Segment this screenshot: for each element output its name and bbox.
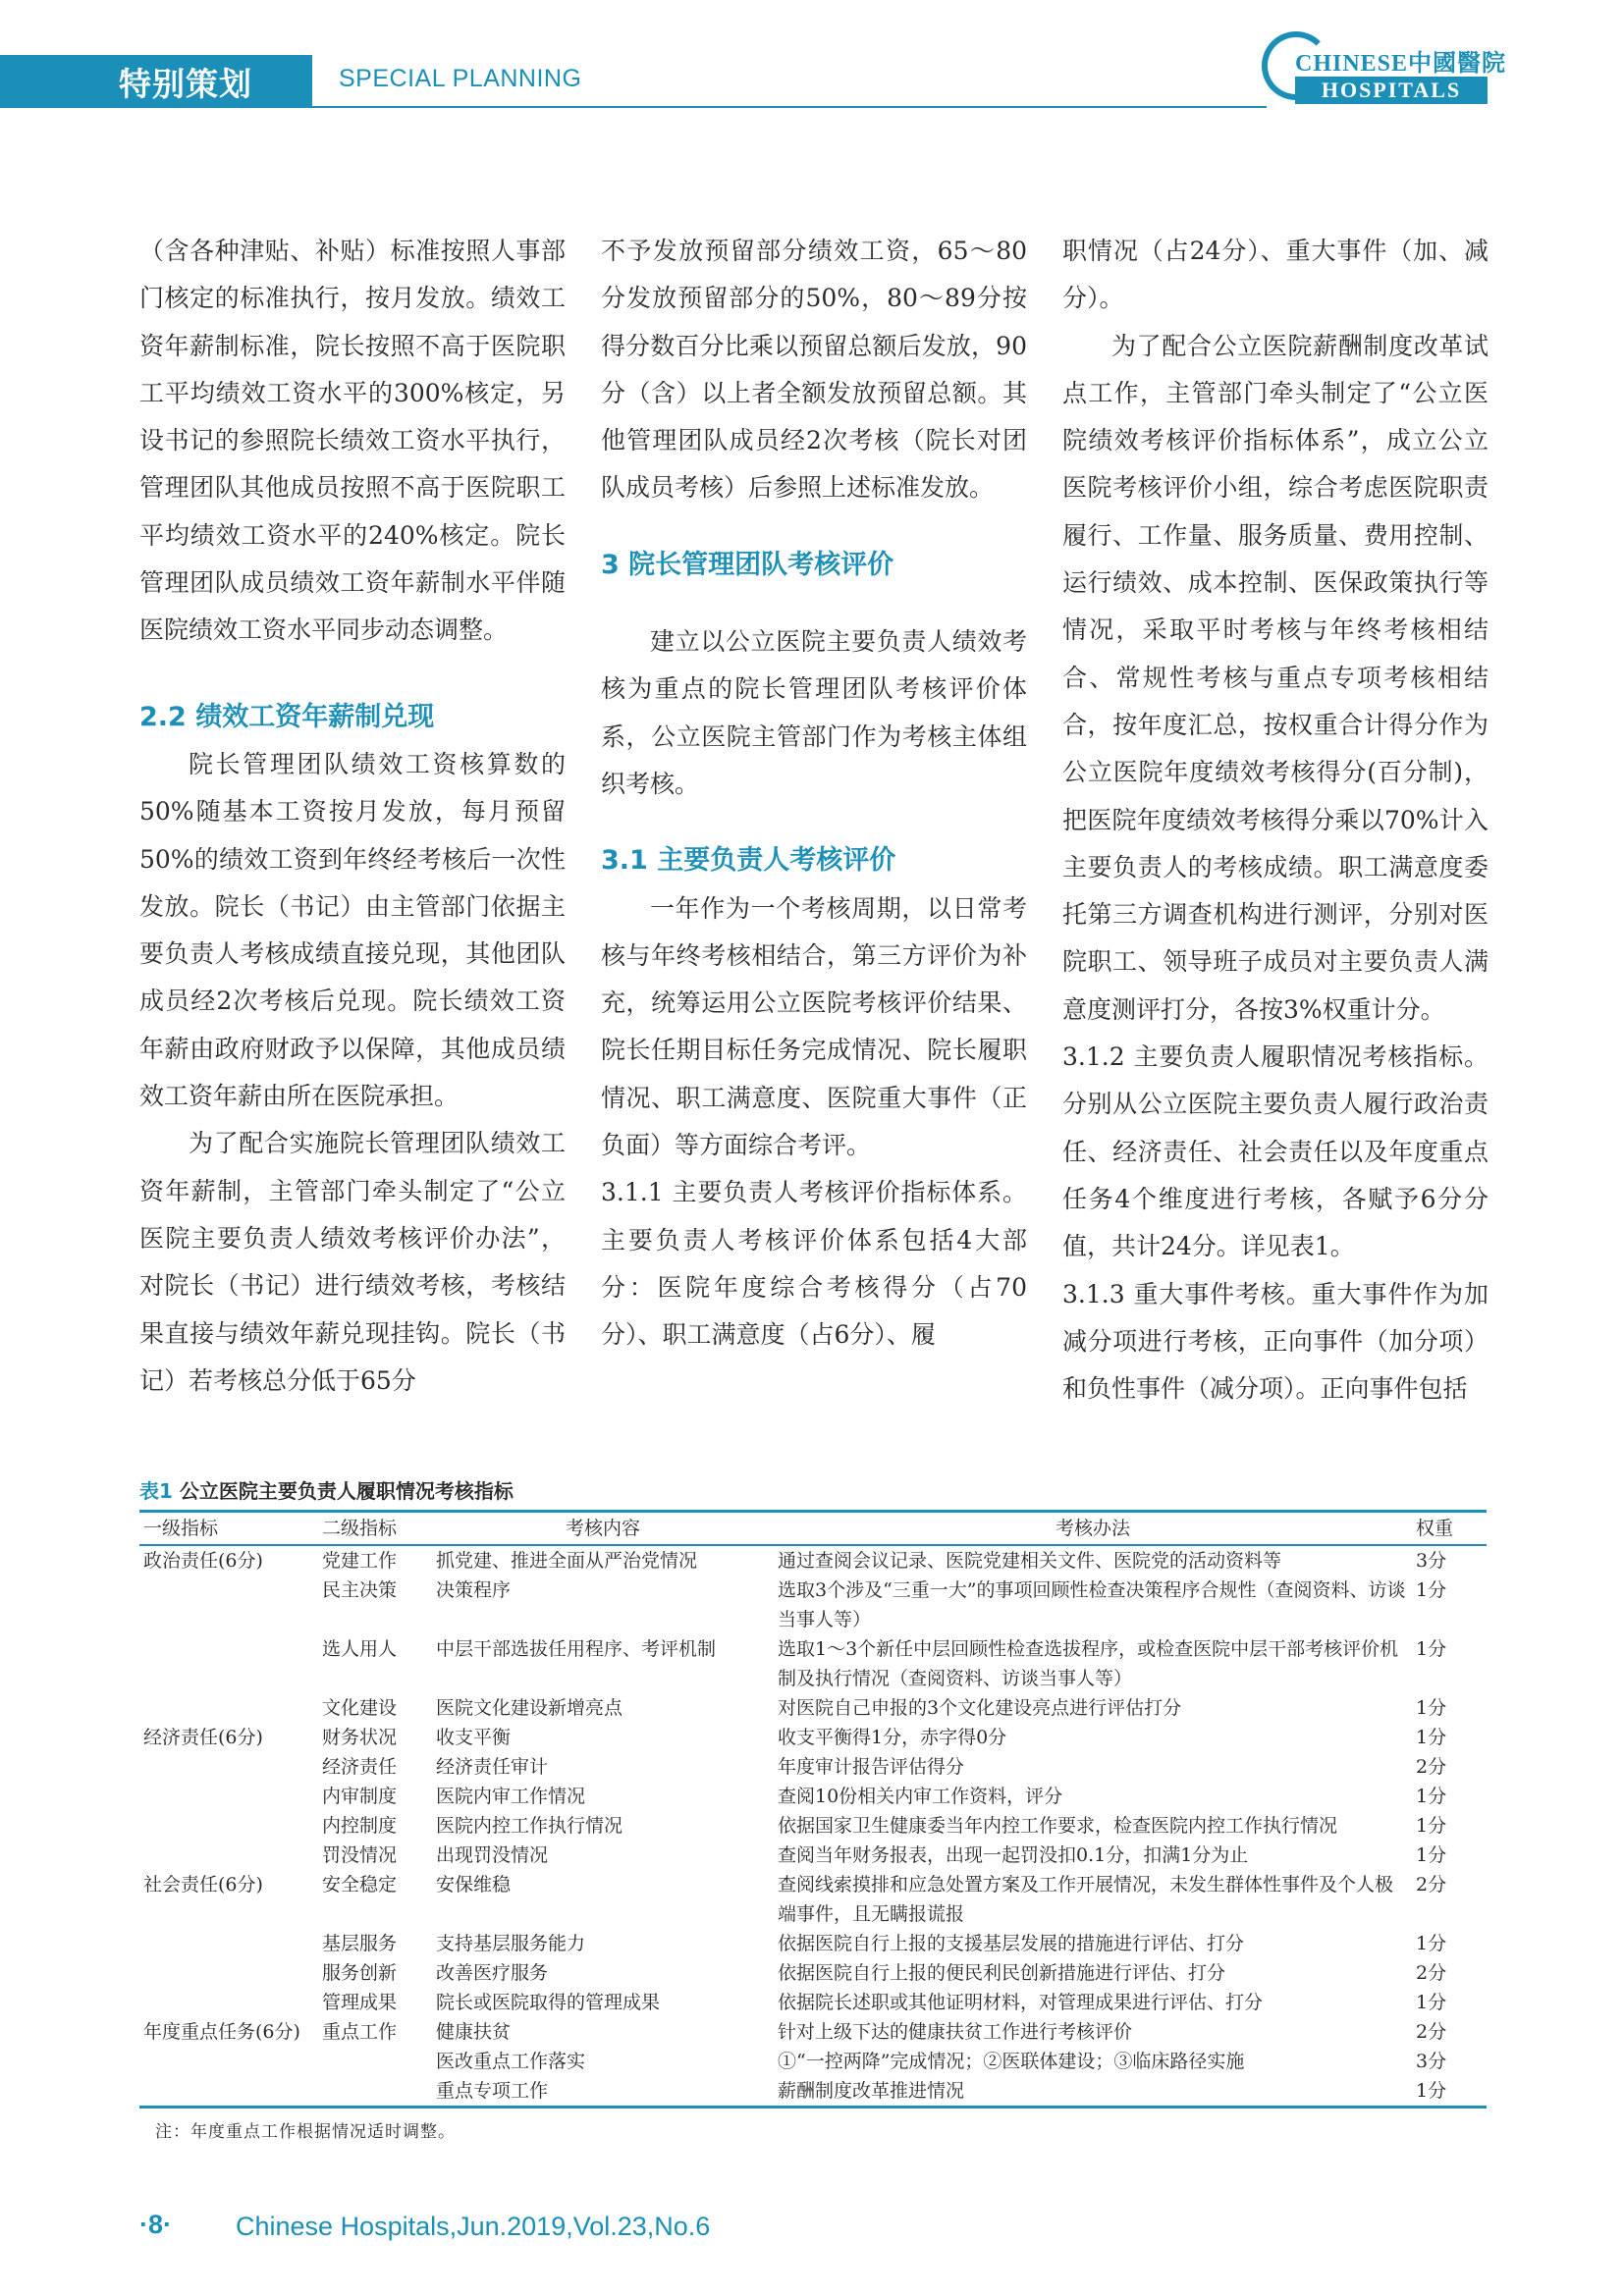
table-row: [139, 1988, 1487, 2017]
cell-method: ①“一控两降”完成情况；②医联体建设；③临床路径实施: [778, 2051, 1245, 2072]
cell-content: 改善医疗服务: [436, 1962, 549, 1984]
cell-level2: 文化建设: [322, 1697, 398, 1719]
cell-level2: 罚没情况: [322, 1844, 398, 1866]
cell-weight: 1分: [1416, 1844, 1447, 1866]
cell-method: 查阅当年财务报表，出现一起罚没扣0.1分，扣满1分为止: [778, 1844, 1249, 1866]
cell-level1: [139, 1811, 318, 1841]
table-body: [139, 1545, 1487, 2108]
logo-text-bottom: HOSPITALS: [1295, 77, 1488, 104]
table-row: [139, 1929, 1487, 1958]
cell-level1: [139, 1782, 318, 1811]
section-title-cn: 特别策划: [119, 65, 252, 103]
cell-method: 选取1～3个新任中层回顾性检查选拔程序，或检查医院中层干部考核评价机制及执行情况（查阅资料、访谈当事人等）: [778, 1638, 1399, 1689]
cell-weight: 1分: [1416, 1579, 1447, 1601]
table-row: [139, 1723, 1487, 1752]
col-header-method: 考核办法: [774, 1512, 1412, 1546]
cell-content: 医院内控工作执行情况: [436, 1815, 623, 1837]
paragraph: 3.1.2 主要负责人履职情况考核指标。分别从公立医院主要负责人履行政治责任、经济责任、社会责任以及年度重点任务4个维度进行考核，各赋予6分分值，共计24分。详见表1。: [1062, 1042, 1489, 1261]
cell-weight: 1分: [1416, 1638, 1447, 1660]
cell-method: 针对上级下达的健康扶贫工作进行考核评价: [778, 2021, 1133, 2043]
table-row: [139, 2047, 1487, 2076]
paragraph: 院长管理团队绩效工资核算数的50%随基本工资按月发放，每月预留50%的绩效工资到年终经考核后一次性发放。院长（书记）由主管部门依据主要负责人考核成绩直接兑现，其他团队成员经2次考核后兑现。院长绩效工资年薪由政府财政予以保障，其他成员绩效工资年薪由所在医院承担。: [139, 749, 566, 1111]
cell-level2: 安全稳定: [322, 1874, 398, 1896]
cell-content: 医院内审工作情况: [436, 1786, 586, 1807]
cell-weight: 1分: [1416, 1786, 1447, 1807]
table-label: 表1: [139, 1479, 173, 1503]
journal-citation: Chinese Hospitals,Jun.2019,Vol.23,No.6: [236, 2212, 711, 2241]
cell-method: 依据医院自行上报的便民利民创新措施进行评估、打分: [778, 1962, 1226, 1984]
cell-level2: 管理成果: [322, 1992, 398, 2013]
page-number: ·8·: [139, 2210, 172, 2239]
table-row: [139, 1634, 1487, 1693]
cell-weight: 2分: [1416, 1962, 1447, 1984]
cell-method: 选取3个涉及“三重一大”的事项回顾性检查决策程序合规性（查阅资料、访谈当事人等）: [778, 1579, 1406, 1630]
cell-weight: 1分: [1412, 2076, 1487, 2108]
table-row: [139, 1870, 1487, 1929]
table-row: [139, 1752, 1487, 1782]
table-row: [139, 1693, 1487, 1723]
cell-weight: 1分: [1416, 1992, 1447, 2013]
cell-weight: 3分: [1416, 2051, 1447, 2072]
table-row: [139, 1811, 1487, 1841]
paragraph: 为了配合实施院长管理团队绩效工资年薪制，主管部门牵头制定了“公立医院主要负责人绩效考核评价办法”，对院长（书记）进行绩效考核，考核结果直接与绩效年薪兑现挂钩。院长（书记）若考核总分低于65分: [139, 1129, 566, 1395]
cell-content: 出现罚没情况: [436, 1844, 549, 1866]
cell-level2: 重点工作: [322, 2021, 398, 2043]
cell-weight: 2分: [1416, 2021, 1447, 2043]
text-column-1: [139, 228, 566, 1405]
cell-level2: 内审制度: [322, 1786, 398, 1807]
cell-level1: [139, 1988, 318, 2017]
table-caption: [139, 1475, 514, 1504]
cell-weight: 1分: [1416, 1727, 1447, 1748]
table-header-row: [139, 1512, 1487, 1546]
table-row: [139, 1545, 1487, 1575]
paragraph: 为了配合公立医院薪酬制度改革试点工作，主管部门牵头制定了“公立医院绩效考核评价指标体系”，成立公立医院考核评价小组，综合考虑医院职责履行、工作量、服务质量、费用控制、运行绩效、成本控制、医保政策执行等情况，采取平时考核与年终考核相结合、常规性考核与重点专项考核相结合，按年度汇总，按权重合计得分作为公立医院年度绩效考核得分(百分制)，把医院年度绩效考核得分乘以70%计入主要负责人的考核成绩。职工满意度委托第三方调查机构进行测评，分别对医院职工、领导班子成员对主要负责人满意度测评打分，各按3%权重计分。: [1062, 331, 1489, 1024]
col-header-weight: 权重: [1412, 1512, 1487, 1546]
paragraph: （含各种津贴、补贴）标准按照人事部门核定的标准执行，按月发放。绩效工资年薪制标准，院长按照不高于医院职工平均绩效工资水平的300%核定，另设书记的参照院长绩效工资水平执行，管理团队其他成员按照不高于医院职工平均绩效工资水平的240%核定。院长管理团队成员绩效工资年薪制水平伴随医院绩效工资水平同步动态调整。: [139, 237, 566, 645]
paragraph: 不予发放预留部分绩效工资，65～80分发放预留部分的50%，80～89分按得分数百分比乘以预留总额后发放，90分（含）以上者全额发放预留总额。其他管理团队成员经2次考核（院长对团队成员考核）后参照上述标准发放。: [601, 237, 1027, 503]
section-heading-3-1: 3.1 主要负责人考核评价: [601, 845, 896, 877]
cell-level2: 党建工作: [322, 1550, 398, 1572]
cell-weight: 2分: [1416, 1756, 1447, 1778]
cell-level1: [139, 2076, 318, 2108]
cell-method: 对医院自己申报的3个文化建设亮点进行评估打分: [778, 1697, 1182, 1719]
cell-weight: 1分: [1416, 1697, 1447, 1719]
cell-content: 支持基层服务能力: [436, 1933, 586, 1954]
col-header-level2: 二级指标: [318, 1512, 432, 1546]
table-row: [139, 1958, 1487, 1988]
cell-method: 依据院长述职或其他证明材料，对管理成果进行评估、打分: [778, 1992, 1264, 2013]
text-column-3: [1062, 228, 1489, 1413]
cell-method: 通过查阅会议记录、医院党建相关文件、医院党的活动资料等: [778, 1550, 1282, 1572]
cell-level1: 政治责任(6分): [143, 1550, 263, 1572]
cell-level2: 服务创新: [322, 1962, 398, 1984]
cell-content: 安保维稳: [436, 1874, 512, 1896]
cell-method: 依据医院自行上报的支援基层发展的措施进行评估、打分: [778, 1933, 1245, 1954]
cell-level1: 经济责任(6分): [143, 1727, 263, 1748]
cell-method: 查阅10份相关内审工作资料，评分: [778, 1786, 1063, 1807]
cell-level1: [139, 2047, 318, 2076]
journal-logo: [1262, 29, 1507, 112]
cell-content: 抓党建、推进全面从严治党情况: [436, 1550, 698, 1572]
table-row: [139, 2076, 1487, 2108]
cell-method: 薪酬制度改革推进情况: [774, 2076, 1412, 2108]
cell-method: 依据国家卫生健康委当年内控工作要求，检查医院内控工作执行情况: [778, 1815, 1338, 1837]
cell-content: 健康扶贫: [436, 2021, 512, 2043]
cell-level1: 社会责任(6分): [143, 1874, 263, 1896]
section-heading-2-2: 2.2 绩效工资年薪制兑现: [139, 701, 435, 732]
cell-content: 医改重点工作落实: [436, 2051, 586, 2072]
cell-level2: 选人用人: [322, 1638, 398, 1660]
section-heading-3: 3 院长管理团队考核评价: [601, 549, 894, 580]
cell-level1: [139, 1693, 318, 1723]
cell-level1: [139, 1958, 318, 1988]
cell-level2: 民主决策: [322, 1579, 398, 1601]
cell-content: 重点专项工作: [432, 2076, 774, 2108]
table-row: [139, 1782, 1487, 1811]
cell-level2: 内控制度: [322, 1815, 398, 1837]
col-header-level1: 一级指标: [139, 1512, 318, 1546]
paragraph: 3.1.3 重大事件考核。重大事件作为加减分项进行考核，正向事件（加分项）和负性事件（减分项）。正向事件包括: [1062, 1279, 1489, 1404]
cell-level1: [139, 1634, 318, 1693]
cell-content: 经济责任审计: [436, 1756, 549, 1778]
cell-level1: 年度重点任务(6分): [143, 2021, 300, 2043]
cell-method: 查阅线索摸排和应急处置方案及工作开展情况，未发生群体性事件及个人极端事件，且无瞒报谎报: [778, 1874, 1394, 1925]
cell-content: 中层干部选拔任用程序、考评机制: [436, 1638, 717, 1660]
indicator-table: [139, 1510, 1487, 2109]
table-row: [139, 2017, 1487, 2047]
cell-content: 决策程序: [436, 1579, 512, 1601]
cell-content: 收支平衡: [436, 1727, 512, 1748]
cell-level1: [139, 1929, 318, 1958]
cell-level1: [139, 1575, 318, 1634]
cell-level1: [139, 1841, 318, 1870]
cell-method: 年度审计报告评估得分: [778, 1756, 965, 1778]
table-note: 注：年度重点工作根据情况适时调整。: [155, 2122, 456, 2142]
cell-level1: [139, 1752, 318, 1782]
cell-level2: [318, 2047, 432, 2076]
table-title: 公立医院主要负责人履职情况考核指标: [179, 1479, 514, 1503]
table-row: [139, 1841, 1487, 1870]
table-row: [139, 1575, 1487, 1634]
header-rule: [312, 106, 1267, 108]
paragraph: 一年作为一个考核周期，以日常考核与年终考核相结合，第三方评价为补充，统筹运用公立医院考核评价结果、院长任期目标任务完成情况、院长履职情况、职工满意度、医院重大事件（正负面）等方面综合考评。: [601, 893, 1027, 1160]
cell-weight: 1分: [1416, 1815, 1447, 1837]
col-header-content: 考核内容: [432, 1512, 774, 1546]
paragraph: 建立以公立医院主要负责人绩效考核为重点的院长管理团队考核评价体系，公立医院主管部门作为考核主体组织考核。: [601, 627, 1027, 798]
cell-weight: 2分: [1416, 1874, 1447, 1896]
paragraph: 职情况（占24分）、重大事件（加、减分）。: [1062, 237, 1489, 313]
cell-level2: 财务状况: [322, 1727, 398, 1748]
paragraph: 3.1.1 主要负责人考核评价指标体系。主要负责人考核评价体系包括4大部分：医院年度综合考核得分（占70分）、职工满意度（占6分）、履: [601, 1178, 1027, 1350]
logo-text-top: CHINESE中國醫院: [1295, 51, 1507, 77]
text-column-2: [601, 228, 1027, 1360]
cell-level2: 经济责任: [322, 1756, 398, 1778]
cell-method: 收支平衡得1分，赤字得0分: [778, 1727, 1007, 1748]
cell-level2: 基层服务: [322, 1933, 398, 1954]
section-title-en: SPECIAL PLANNING: [339, 65, 582, 92]
cell-weight: 3分: [1416, 1550, 1447, 1572]
cell-level2: [318, 2076, 432, 2108]
cell-weight: 1分: [1416, 1933, 1447, 1954]
cell-content: 医院文化建设新增亮点: [436, 1697, 623, 1719]
cell-content: 院长或医院取得的管理成果: [436, 1992, 661, 2013]
